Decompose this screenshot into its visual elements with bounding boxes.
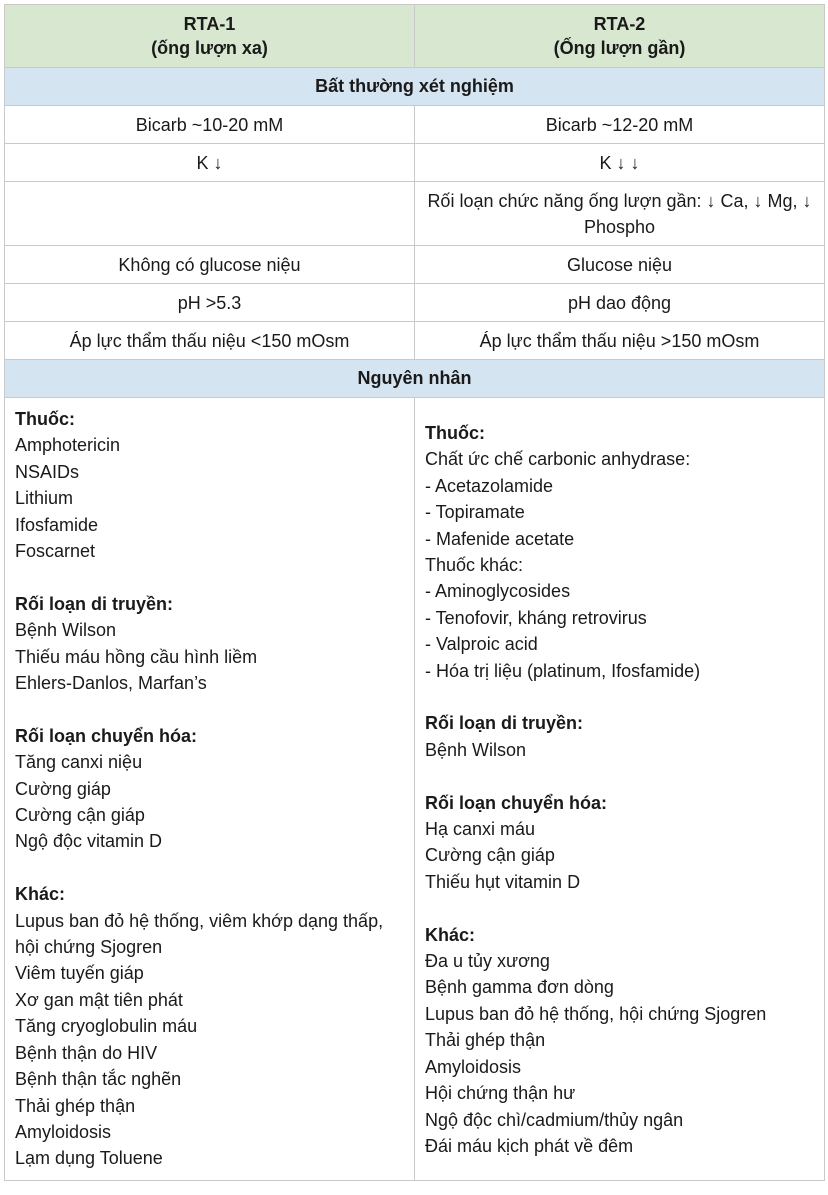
cause-group-title: Thuốc: [15,409,75,429]
list-item: Ehlers-Danlos, Marfan’s [15,673,207,694]
causes-rta2 [415,398,825,1181]
header-rta2-subtitle: (Ống lượn gần) [553,38,686,58]
causes-row [5,398,825,1181]
section-cause-title: Nguyên nhân [5,360,825,398]
list-item: Thiếu máu hồng cầu hình liềm [15,646,258,667]
lab-cell-left: K ↓ [5,144,415,182]
list-item: Tăng cryoglobulin máu [15,1016,198,1037]
cause-group [425,420,814,684]
lab-cell-left [5,182,415,246]
table-row [5,246,825,284]
group-spacer [15,564,404,590]
section-row-lab [5,68,825,106]
list-item: Xơ gan mật tiên phát [15,989,183,1010]
list-item: Đa u tủy xương [425,951,550,972]
lab-cell-right: Glucose niệu [415,246,825,284]
list-item: - Mafenide acetate [425,528,575,549]
lab-cell-left: pH >5.3 [5,284,415,322]
table-row [5,284,825,322]
lab-cell-right: pH dao động [415,284,825,322]
lab-cell-right: K ↓ ↓ [415,144,825,182]
cause-group-title: Thuốc: [425,423,485,443]
cause-group [15,406,404,564]
list-item: Cường cận giáp [15,805,145,826]
list-item: Hạ canxi máu [425,819,536,840]
list-item: Ngộ độc vitamin D [15,831,163,852]
list-item: Bệnh thận do HIV [15,1042,158,1063]
cause-group-title: Khác: [15,884,66,905]
lab-cell-right: Áp lực thẩm thấu niệu >150 mOsm [415,322,825,360]
cause-group [425,710,814,763]
cause-group [15,881,404,1171]
list-item: Cường giáp [15,778,111,799]
list-item: - Topiramate [425,502,525,523]
cause-group [425,790,814,896]
table-row [5,106,825,144]
section-lab-title: Bất thường xét nghiệm [5,68,825,106]
rta-comparison-table [4,4,825,1181]
cause-group [15,723,404,855]
group-spacer [425,684,814,710]
list-item: Bệnh Wilson [15,620,117,641]
cause-group-title: Rối loạn di truyền: [15,593,174,614]
list-item: Lupus ban đỏ hệ thống, hội chứng Sjogren [425,1003,767,1024]
list-item: Amphotericin [15,435,121,456]
list-item: Lupus ban đỏ hệ thống, viêm khớp dạng thấp, hội chứng Sjogren [15,910,384,958]
list-item: Ngộ độc chì/cadmium/thủy ngân [425,1109,684,1130]
list-item: Bệnh gamma đơn dòng [425,977,614,998]
list-item: Thải ghép thận [425,1030,546,1051]
group-spacer [15,696,404,722]
lab-cell-left: Không có glucose niệu [5,246,415,284]
list-item: Thuốc khác: [425,555,524,576]
lab-cell-right: Bicarb ~12-20 mM [415,106,825,144]
cause-group-title: Khác: [425,924,476,945]
list-item: NSAIDs [15,461,80,482]
cause-group-title: Rối loạn chuyển hóa: [15,725,198,746]
list-item: Amyloidosis [15,1121,112,1142]
list-item: Bệnh Wilson [425,739,527,760]
list-item: Cường cận giáp [425,845,555,866]
section-row-cause [5,360,825,398]
list-item: Thải ghép thận [15,1095,136,1116]
list-item: Đái máu kịch phát về đêm [425,1135,634,1156]
causes-rta1 [5,398,415,1181]
header-rta2 [415,5,825,68]
lab-cell-left: Áp lực thẩm thấu niệu <150 mOsm [5,322,415,360]
list-item: Ifosfamide [15,514,99,535]
list-item: Bệnh thận tắc nghẽn [15,1069,182,1090]
lab-cell-right: Rối loạn chức năng ống lượn gần: ↓ Ca, ↓ Mg, ↓ Phospho [415,182,825,246]
list-item: - Aminoglycosides [425,581,571,602]
list-item: Amyloidosis [425,1056,522,1077]
header-rta1-subtitle: (ống lượn xa) [151,38,268,58]
group-spacer [15,855,404,881]
cause-group [425,922,814,1160]
cause-group-title: Rối loạn di truyền: [425,713,584,734]
group-spacer [425,763,814,789]
list-item: Lạm dụng Toluene [15,1148,163,1169]
header-row [5,5,825,68]
list-item: Viêm tuyến giáp [15,963,144,984]
header-rta1 [5,5,415,68]
list-item: Chất ức chế carbonic anhydrase: [425,449,691,470]
list-item: - Tenofovir, kháng retrovirus [425,607,647,628]
list-item: - Valproic acid [425,634,538,655]
list-item: Thiếu hụt vitamin D [425,871,581,892]
list-item: Foscarnet [15,541,96,562]
table-row [5,182,825,246]
cause-group-title: Rối loạn chuyển hóa: [425,792,608,813]
group-spacer [425,895,814,921]
table-row [5,144,825,182]
list-item: - Acetazolamide [425,475,554,496]
table-row [5,322,825,360]
list-item: - Hóa trị liệu (platinum, Ifosfamide) [425,660,701,681]
list-item: Tăng canxi niệu [15,752,143,773]
list-item: Lithium [15,488,74,509]
list-item: Hội chứng thận hư [425,1083,576,1104]
lab-cell-left: Bicarb ~10-20 mM [5,106,415,144]
cause-group [15,591,404,697]
header-rta2-title: RTA-2 [593,14,646,34]
header-rta1-title: RTA-1 [183,14,236,34]
